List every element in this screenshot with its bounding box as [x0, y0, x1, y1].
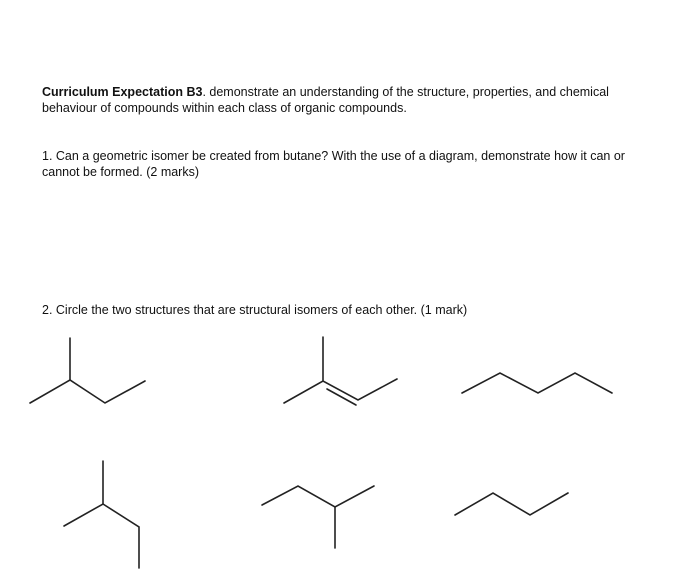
structure-c[interactable] — [462, 373, 612, 393]
question-1: 1. Can a geometric isomer be created from butane? With the use of a diagram, demonstrate how it can or cannot be formed. (2 marks) — [42, 149, 625, 179]
structure-b[interactable] — [284, 337, 397, 405]
expectation-label: Curriculum Expectation B3 — [42, 85, 203, 99]
structure-a[interactable] — [30, 338, 145, 403]
question-2: 2. Circle the two structures that are structural isomers of each other. (1 mark) — [42, 303, 468, 317]
structure-e[interactable] — [262, 486, 374, 548]
expectation-text: . demonstrate an understanding of the structure, properties, and chemical behaviour of compounds within each class of organic compounds. — [42, 85, 609, 115]
structure-d[interactable] — [64, 461, 139, 568]
structure-f[interactable] — [455, 493, 568, 515]
